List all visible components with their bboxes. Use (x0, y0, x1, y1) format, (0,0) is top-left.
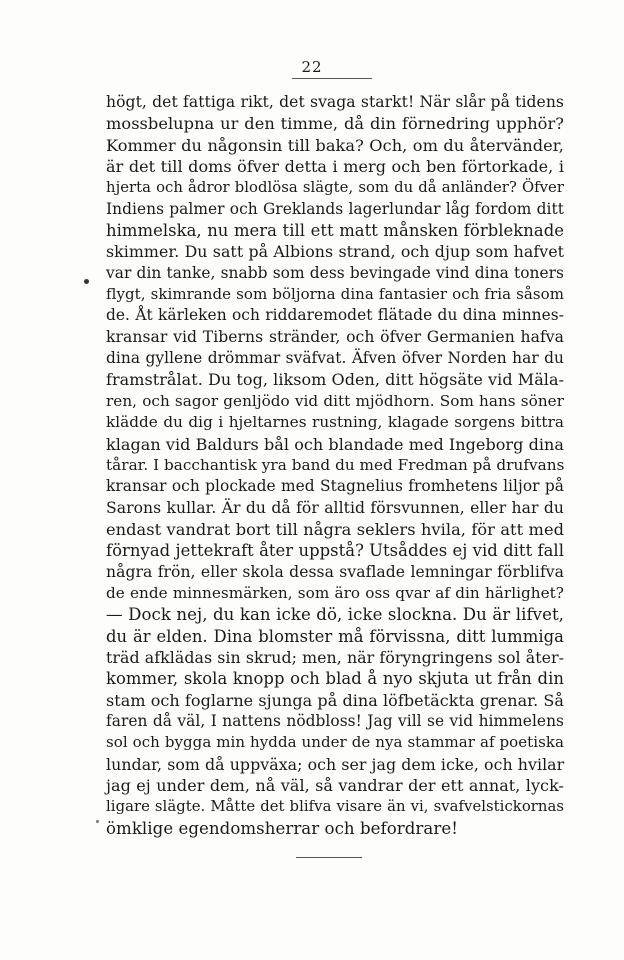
text-line: — Dock nej, du kan icke dö, icke slockna. Du är lifvet, (106, 605, 564, 625)
text-line: ligare slägte. Måtte det blifva visare än vi, svafvelstickornas (106, 798, 564, 816)
header-rule (292, 78, 372, 79)
text-line: de ende minnesmärken, som äro oss qvar af din härlighet? (106, 583, 564, 602)
text-line: träd afklädas sin skrud; men, när föryngringens sol åter- (106, 647, 564, 667)
footer-rule (296, 857, 362, 858)
text-line: några frön, eller skola dessa svaflade lemningar förblifva (106, 562, 564, 581)
text-line: Indiens palmer och Greklands lagerlundar låg fordom ditt (106, 199, 564, 218)
text-line: tårar. I bacchantisk yra band du med Fredman på drufvans (106, 455, 565, 474)
text-line: kommer, skola knopp och blad å nyo skjuta ut från din (106, 669, 564, 689)
text-line: mossbelupna ur den timme, då din förnedring upphör? (106, 114, 564, 134)
text-line: klädde du dig i hjeltarnes rustning, klagade sorgens bittra (106, 413, 564, 432)
text-line: dina gyllene drömmar sväfvat. Äfven öfver Norden har du (106, 349, 564, 368)
text-line: Kommer du någonsin till baka? Och, om du återvänder, (106, 135, 564, 155)
text-line: du är elden. Dina blomster må förvissna, ditt lummiga (106, 626, 564, 646)
text-line: är det till doms öfver detta i merg och ben förtorkade, i (106, 157, 564, 177)
text-line: himmelska, nu mera till ett matt månsken förbleknade (106, 221, 564, 241)
text-line: förnyad jettekraft åter uppstå? Utsåddes ej vid ditt fall (106, 541, 564, 561)
text-line: faren då väl, I nattens nödbloss! Jag vill se vid himmelens (106, 711, 564, 730)
margin-ink-spot (84, 279, 89, 284)
page-number: 22 (301, 58, 323, 76)
text-line: stam och foglarne sjunga på dina löfbetäckta grenar. Så (106, 690, 564, 710)
text-line: högt, det fattiga rikt, det svaga starkt! När slår på tidens (106, 93, 564, 111)
text-line: skimmer. Du satt på Albions strand, och djup som hafvet (106, 242, 564, 262)
text-line: lundar, som då uppväxa; och ser jag dem icke, och hvilar (106, 754, 565, 774)
text-line: klagan vid Baldurs bål och blandade med Ingeborg dina (106, 434, 564, 454)
text-line: ren, och sagor genljödo vid ditt mjödhorn. Som hans söner (106, 391, 564, 410)
text-line: endast vandrat bort till några seklers hvila, för att med (106, 519, 564, 539)
text-line: kransar vid Tiberns stränder, och öfver Germanien hafva (106, 327, 564, 346)
text-line: jag ej under dem, nå väl, så vandrar der ett annat, lyck- (106, 776, 564, 795)
text-line: kransar och plockade med Stagnelius fromhetens liljor på (106, 477, 564, 496)
text-line: var din tanke, snabb som dess bevingade vind dina toners (106, 263, 564, 282)
text-line: Sarons kullar. Är du då för alltid försvunnen, eller har du (106, 498, 564, 517)
text-line: flygt, skimrande som böljorna dina fantasier och fria såsom (106, 285, 564, 304)
text-line: framstrålat. Du tog, liksom Oden, ditt högsäte vid Mäla- (106, 370, 564, 390)
text-line: sol och bygga min hydda under de nya stammar af poetiska (106, 733, 564, 752)
text-line: de. Åt kärleken och riddaremodet flätade du dina minnes- (106, 306, 564, 325)
text-line: ömklige egendomsherrar och befordrare! (106, 818, 458, 838)
body-text (106, 92, 564, 839)
text-line: hjerta och ådror blodlösa slägte, som du då anländer? Öfver (106, 179, 564, 197)
margin-ink-spot (96, 820, 99, 823)
